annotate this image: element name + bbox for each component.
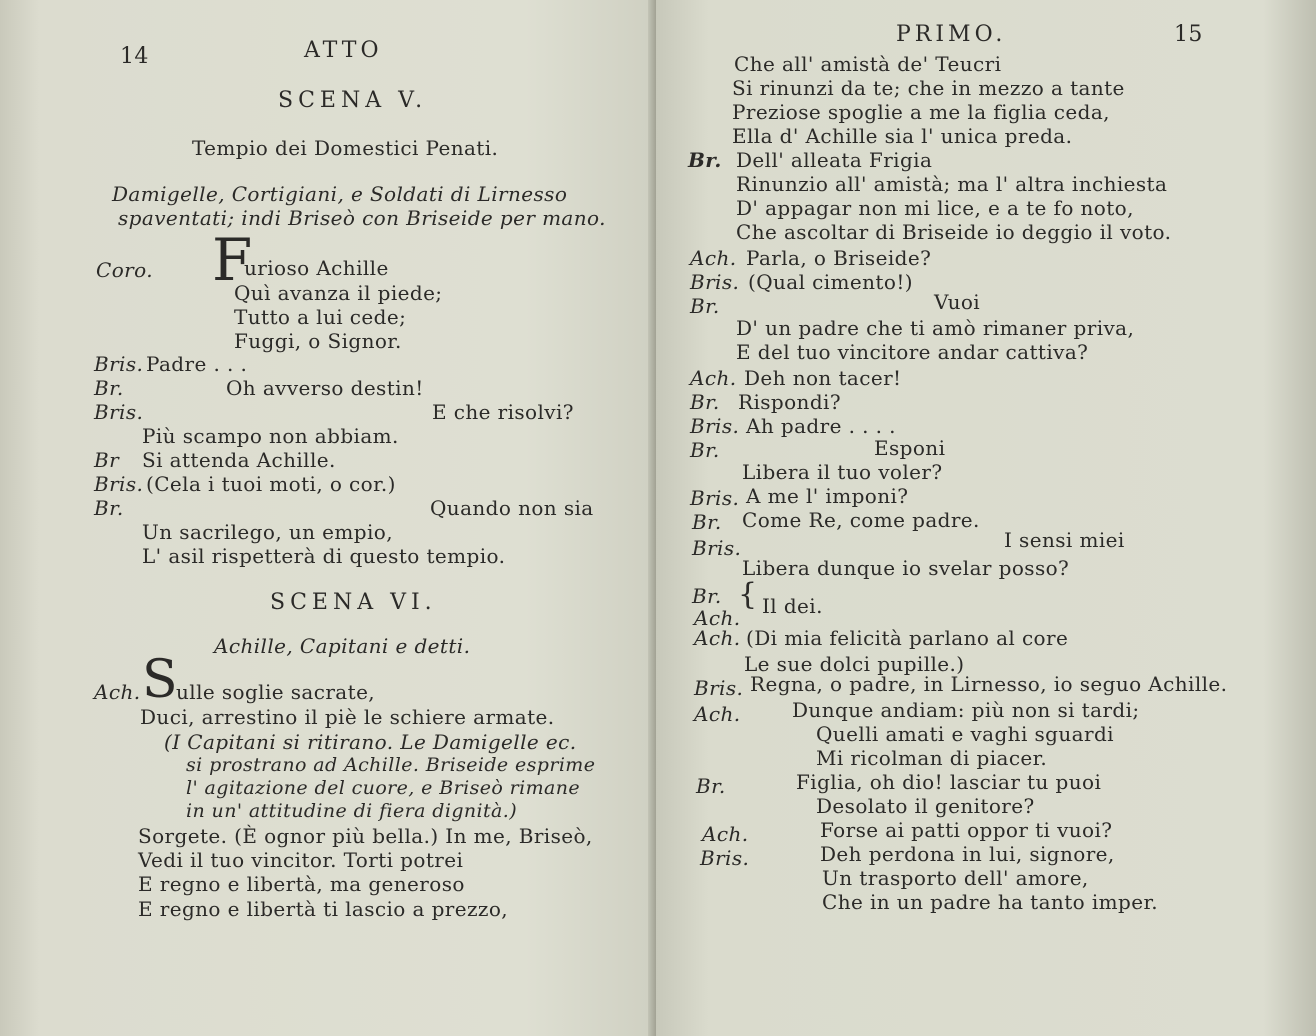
speaker-label: Bris. (94, 472, 144, 496)
verse-line: (Qual cimento!) (748, 270, 913, 294)
scene-5-title: SCENA V. (278, 88, 428, 113)
verse-line: Figlia, oh dio! lasciar tu puoi (796, 770, 1102, 794)
speaker-label: Br (94, 448, 120, 472)
stage-direction: in un' attitudine di fiera dignità.) (186, 800, 518, 822)
verse-line: E del tuo vincitore andar cattiva? (736, 340, 1089, 364)
verse-line: D' appagar non mi lice, e a te fo noto, (736, 196, 1134, 220)
verse-line: Rispondi? (738, 390, 841, 414)
verse-line: Un sacrilego, un empio, (142, 520, 393, 544)
verse-line: Che ascoltar di Briseide io deggio il voto. (736, 220, 1172, 244)
scene-6-cast: Achille, Capitani e detti. (214, 634, 471, 658)
verse-line: Padre . . . (146, 352, 248, 376)
speaker-label: Bris. (94, 352, 144, 376)
verse-line: E che risolvi? (432, 400, 574, 424)
stage-direction: (I Capitani si ritirano. Le Damigelle ec. (164, 730, 577, 754)
verse-line: Si rinunzi da te; che in mezzo a tante (732, 76, 1125, 100)
speaker-label: Coro. (96, 258, 153, 282)
speaker-label: Bris. (94, 400, 144, 424)
verse-line: E regno e libertà, ma generoso (138, 872, 465, 896)
verse-line: Che in un padre ha tanto imper. (822, 890, 1158, 914)
speaker-label: Bris. (690, 414, 740, 438)
speaker-label: Br. (696, 774, 726, 798)
verse-line: urioso Achille (244, 256, 389, 280)
verse-line: Dunque andiam: più non si tardi; (792, 698, 1140, 722)
speaker-label: Bris. (692, 536, 742, 560)
speaker-label: Ach. (702, 822, 749, 846)
verse-line: (Di mia felicità parlano al core (746, 626, 1069, 650)
speaker-label: Br. (692, 510, 722, 534)
verse-line: Libera il tuo voler? (742, 460, 943, 484)
verse-line: Che all' amistà de' Teucri (734, 52, 1002, 76)
speaker-label: Br. (690, 294, 720, 318)
verse-line: Libera dunque io svelar posso? (742, 556, 1070, 580)
drop-initial: F (212, 226, 253, 294)
verse-line: Le sue dolci pupille.) (744, 652, 965, 676)
verse-line: Desolato il genitore? (816, 794, 1035, 818)
speaker-label: Ach. (694, 606, 741, 630)
verse-line: Vedi il tuo vincitor. Torti potrei (138, 848, 464, 872)
verse-line: Fuggi, o Signor. (234, 329, 402, 353)
running-head-left: ATTO (304, 38, 383, 63)
speaker-label: Ach. (94, 680, 141, 704)
verse-line: Vuoi (934, 290, 981, 314)
speaker-label: Ach. (690, 246, 737, 270)
brace-icon: { (738, 577, 758, 612)
drop-initial: S (142, 650, 179, 710)
page-number-left: 14 (120, 44, 149, 69)
verse-line: Si attenda Achille. (142, 448, 336, 472)
stage-direction: Damigelle, Cortigiani, e Soldati di Lirnesso (112, 182, 568, 206)
stage-direction: spaventati; indi Briseò con Briseide per mano. (118, 206, 606, 230)
verse-line: Quando non sia (430, 496, 594, 520)
verse-line: E regno e libertà ti lascio a prezzo, (138, 897, 509, 921)
verse-line: D' un padre che ti amò rimaner priva, (736, 316, 1135, 340)
verse-line: Quì avanza il piede; (234, 281, 443, 305)
speaker-label: Ach. (694, 702, 741, 726)
scene-5-setting: Tempio dei Domestici Penati. (192, 136, 499, 160)
stage-direction: si prostrano ad Achille. Briseide esprime (186, 754, 596, 776)
right-page (656, 0, 1316, 1036)
speaker-label: Br. (688, 148, 722, 172)
verse-line: I sensi miei (1004, 528, 1125, 552)
verse-line: L' asil rispetterà di questo tempio. (142, 544, 506, 568)
speaker-label: Ach. (694, 626, 741, 650)
speaker-label: Bris. (700, 846, 750, 870)
speaker-label: Br. (94, 376, 124, 400)
verse-line: Un trasporto dell' amore, (822, 866, 1089, 890)
verse-line: Rinunzio all' amistà; ma l' altra inchiesta (736, 172, 1168, 196)
speaker-label: Br. (690, 438, 720, 462)
verse-line: Oh avverso destin! (226, 376, 424, 400)
verse-line: Regna, o padre, in Lirnesso, io seguo Achille. (750, 672, 1228, 696)
verse-line: ulle soglie sacrate, (176, 680, 376, 704)
stage-direction: l' agitazione del cuore, e Briseò rimane (186, 777, 581, 799)
verse-line: Duci, arrestino il piè le schiere armate. (140, 705, 555, 729)
speaker-label: Bris. (694, 676, 744, 700)
verse-line: Mi ricolman di piacer. (816, 746, 1048, 770)
verse-line: Ah padre . . . . (746, 414, 896, 438)
verse-line: Deh perdona in lui, signore, (820, 842, 1115, 866)
verse-line: Tutto a lui cede; (234, 305, 407, 329)
speaker-label: Bris. (690, 270, 740, 294)
page-number-right: 15 (1174, 22, 1203, 47)
verse-line: Come Re, come padre. (742, 508, 980, 532)
verse-line: Dell' alleata Frigia (736, 148, 933, 172)
speaker-label: Br. (690, 390, 720, 414)
speaker-label: Ach. (690, 366, 737, 390)
verse-line: Più scampo non abbiam. (142, 424, 399, 448)
verse-line: Deh non tacer! (744, 366, 902, 390)
verse-line: Ella d' Achille sia l' unica preda. (732, 124, 1073, 148)
speaker-label: Br. (692, 584, 722, 608)
verse-line: Parla, o Briseide? (746, 246, 932, 270)
verse-line: Preziose spoglie a me la figlia ceda, (732, 100, 1110, 124)
verse-line: Il dei. (762, 594, 823, 618)
speaker-label: Bris. (690, 486, 740, 510)
left-page (0, 0, 656, 1036)
speaker-label: Br. (94, 496, 124, 520)
verse-line: Quelli amati e vaghi sguardi (816, 722, 1114, 746)
verse-line: (Cela i tuoi moti, o cor.) (146, 472, 396, 496)
verse-line: A me l' imponi? (746, 484, 909, 508)
running-head-right: PRIMO. (896, 22, 1007, 47)
verse-line: Forse ai patti oppor ti vuoi? (820, 818, 1113, 842)
scene-6-title: SCENA VI. (270, 590, 437, 615)
verse-line: Sorgete. (È ognor più bella.) In me, Briseò, (138, 824, 593, 848)
verse-line: Esponi (874, 436, 946, 460)
